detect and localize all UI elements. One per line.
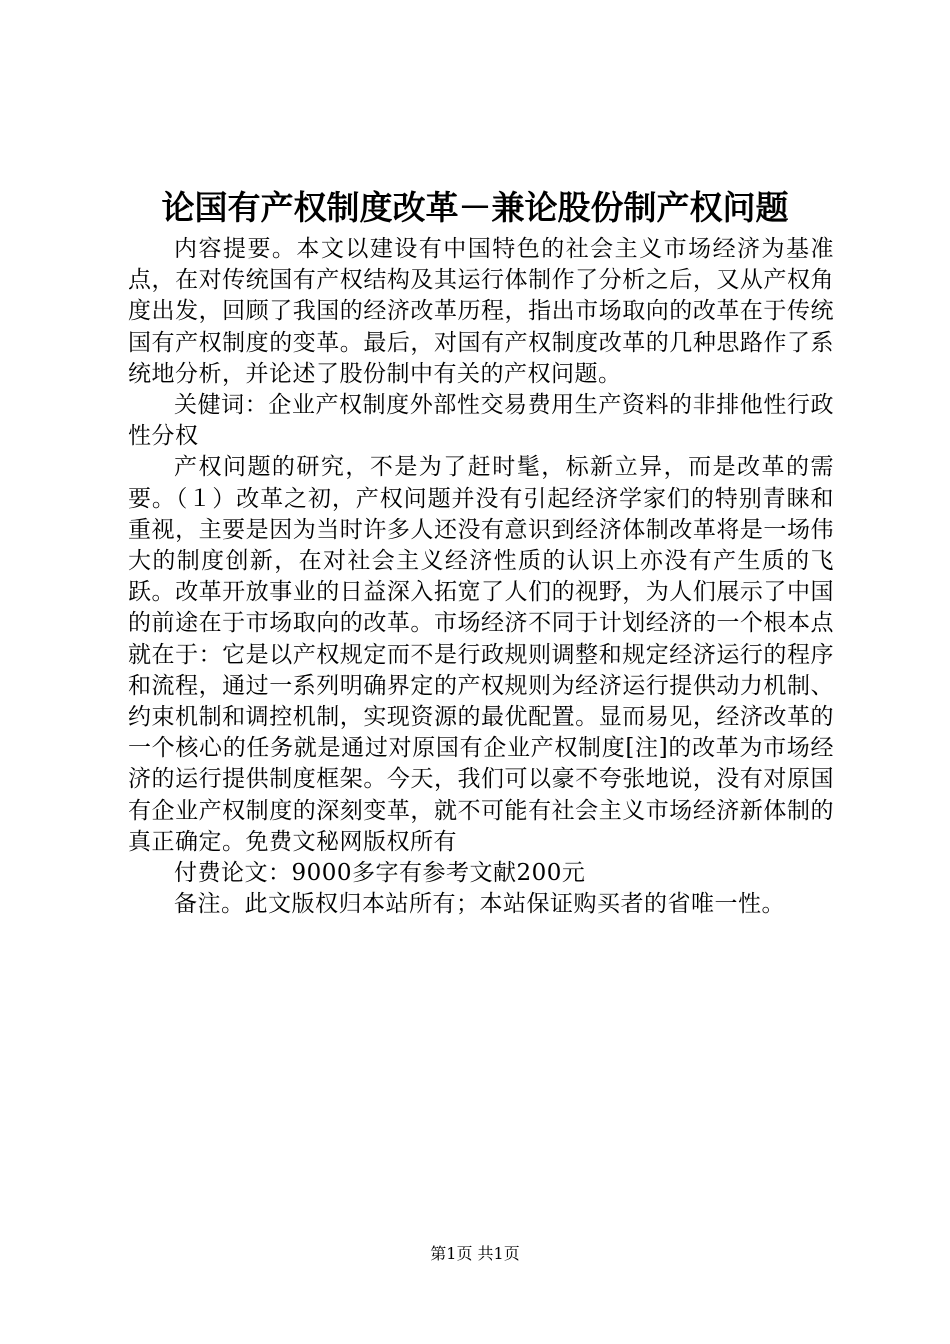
document-title: 论国有产权制度改革－兼论股份制产权问题 [161, 188, 789, 227]
abstract-paragraph: 内容提要。本文以建设有中国特色的社会主义市场经济为基准点，在对传统国有产权结构及其运行体制作了分析之后，又从产权角度出发，回顾了我国的经济改革历程，指出市场取向的改革在于传统国有产权制度的变革。最后，对国有产权制度改革的几种思路作了系统地分析，并论述了股份制中有关的产权问题。 [128, 236, 834, 387]
copyright-note: 备注。此文版权归本站所有；本站保证购买者的省唯一性。 [174, 891, 785, 918]
keywords-paragraph: 关健词：企业产权制度外部性交易费用生产资料的非排他性行政性分权 [128, 392, 834, 450]
paid-paper-note: 付费论文：9000多字有参考文献200元 [174, 860, 586, 887]
main-paragraph: 产权问题的研究，不是为了赶时髦，标新立异，而是改革的需要。（１）改革之初，产权问题并没有引起经济学家们的特别青睐和重视，主要是因为当时许多人还没有意识到经济体制改革将是一场伟大的制度创新，在对社会主义经济性质的认识上亦没有产生质的飞跃。改革开放事业的日益深入拓宽了人们的视野，为人们展示了中国的前途在于市场取向的改革。市场经济不同于计划经济的一个根本点就在于：它是以产权规定而不是行政规则调整和规定经济运行的程序和流程，通过一系列明确界定的产权规则为经济运行提供动力机制、约束机制和调控机制，实现资源的最优配置。显而易见，经济改革的一个核心的任务就是通过对原国有企业产权制度[注]的改革为市场经济的运行提供制度框架。今天，我们可以豪不夸张地说，没有对原国有企业产权制度的深刻变革，就不可能有社会主义市场经济新体制的真正确定。免费文秘网版权所有 [128, 454, 834, 855]
page-footer: 第1页 共1页 [430, 1244, 520, 1263]
document-body [128, 234, 834, 920]
